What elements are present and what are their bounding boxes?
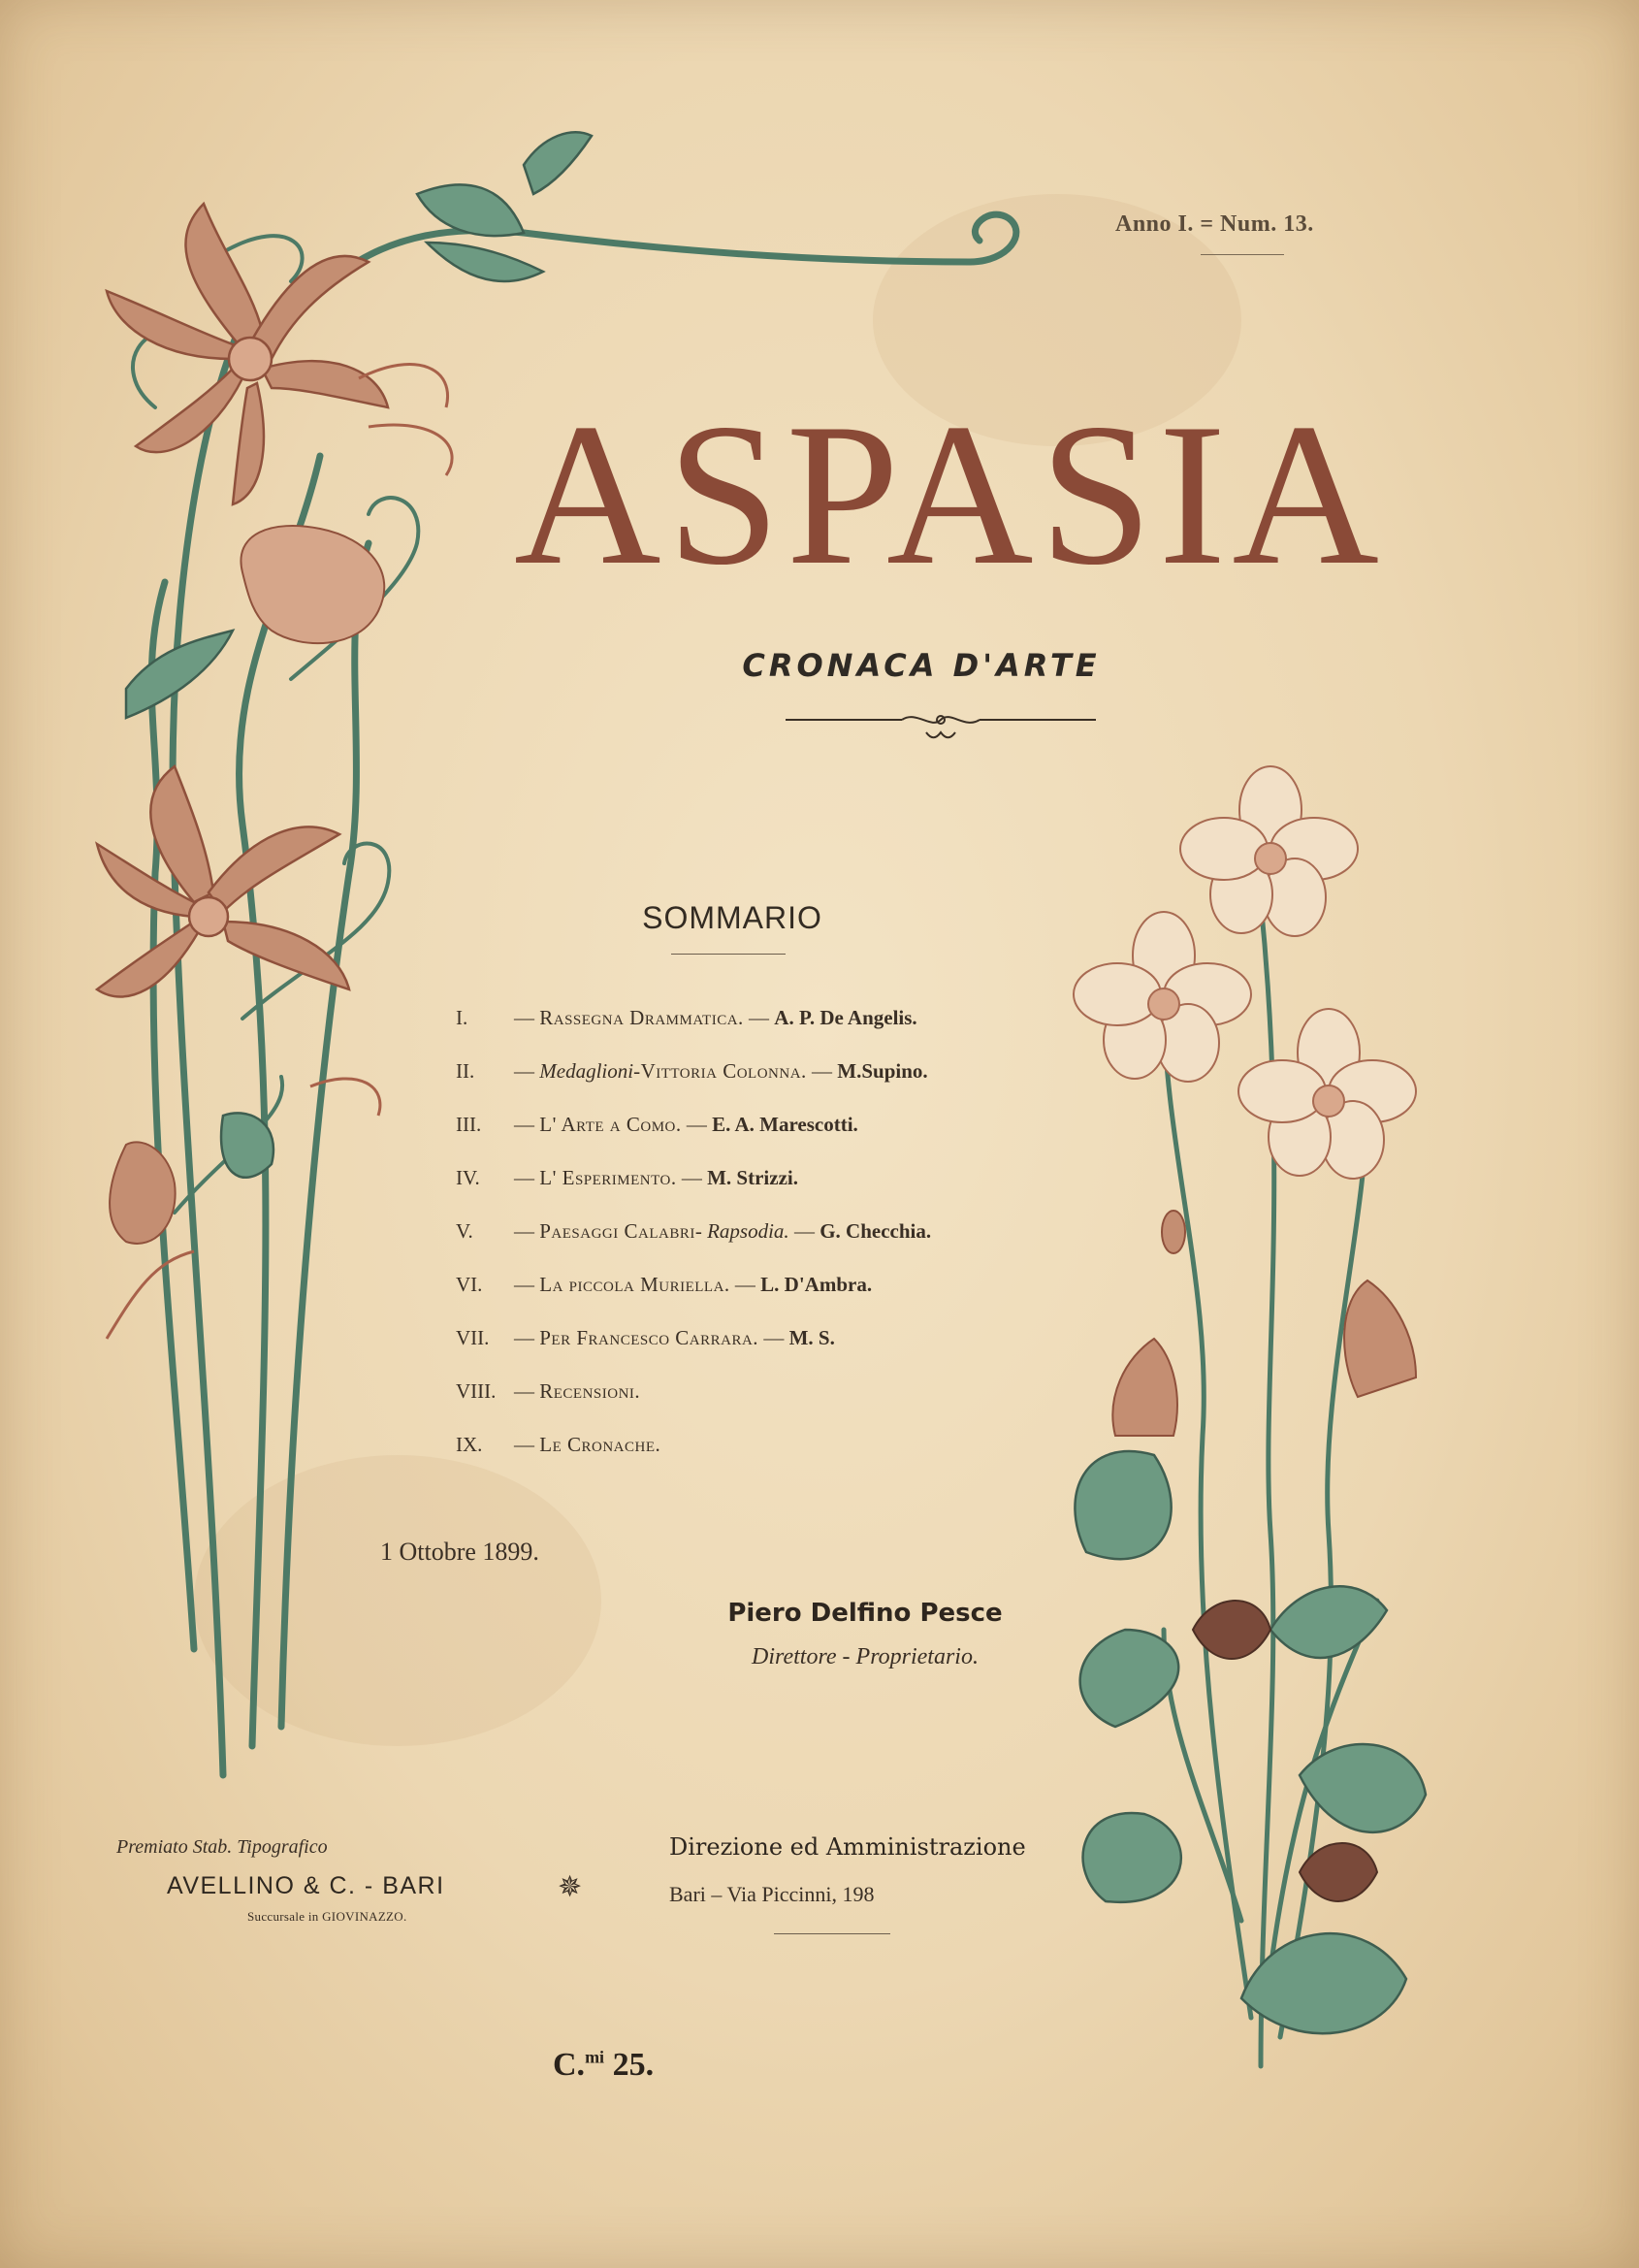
director-role: Direttore - Proprietario. xyxy=(752,1644,979,1669)
price-value: 25. xyxy=(604,2047,655,2083)
magazine-title: ASPASIA xyxy=(514,382,1385,607)
toc-number: VI. xyxy=(456,1273,483,1296)
printer-label: Premiato Stab. Tipografico xyxy=(116,1836,328,1858)
summary-rule xyxy=(671,954,786,955)
toc-dash: — xyxy=(686,1113,707,1136)
toc-author: M.Supino. xyxy=(837,1059,928,1083)
toc-dash: — xyxy=(681,1166,702,1189)
toc-dash: — xyxy=(734,1273,755,1296)
toc-number: I. xyxy=(456,1006,468,1029)
toc-author: M. Strizzi. xyxy=(707,1166,798,1189)
toc-author: M. S. xyxy=(788,1326,835,1349)
toc-title: Medaglioni xyxy=(539,1059,634,1083)
magazine-subtitle: CRONACA D'ARTE xyxy=(742,647,1101,684)
title-ornament-rule xyxy=(786,708,1096,747)
toc-title: L' Esperimento. xyxy=(539,1166,677,1189)
toc-author: L. D'Ambra. xyxy=(760,1273,873,1296)
toc-dash: — xyxy=(514,1326,534,1349)
administration-address: Bari – Via Piccinni, 198 xyxy=(669,1882,875,1906)
toc-row xyxy=(456,1433,1077,1486)
toc-title: Per Francesco Carrara. xyxy=(539,1326,759,1349)
price-prefix: C. xyxy=(553,2047,586,2083)
toc-number: II. xyxy=(456,1059,475,1083)
table-of-contents xyxy=(456,1006,1077,1486)
right-floral-ornament xyxy=(1047,757,1455,2115)
administration-label: Direzione ed Amministrazione xyxy=(669,1833,1026,1861)
printer-name: AVELLINO & C. - BARI xyxy=(167,1872,445,1899)
toc-row xyxy=(456,1219,1077,1273)
toc-row xyxy=(456,1326,1077,1379)
toc-number: IX. xyxy=(456,1433,483,1456)
price-sup: mi xyxy=(585,2047,605,2067)
toc-title: Recensioni. xyxy=(539,1379,641,1403)
toc-row xyxy=(456,1113,1077,1166)
toc-dash: — xyxy=(514,1166,534,1189)
toc-number: V. xyxy=(456,1219,473,1243)
toc-title: L' Arte a Como. xyxy=(539,1113,682,1136)
toc-number: VIII. xyxy=(456,1379,497,1403)
toc-author: A. P. De Angelis. xyxy=(774,1006,917,1029)
toc-dash: — xyxy=(514,1273,534,1296)
toc-number: III. xyxy=(456,1113,482,1136)
toc-dash: — xyxy=(514,1219,534,1243)
toc-subtitle: -Vittoria Colonna. xyxy=(633,1059,807,1083)
star-ornament-icon: ✵ xyxy=(558,1871,583,1903)
toc-title: Paesaggi Calabri xyxy=(539,1219,695,1243)
toc-row xyxy=(456,1059,1077,1113)
toc-dash: — xyxy=(514,1433,534,1456)
toc-row xyxy=(456,1006,1077,1059)
toc-subtitle: - Rapsodia. xyxy=(694,1219,789,1243)
issue-number: Anno I. = Num. 13. xyxy=(1115,211,1314,237)
toc-row xyxy=(456,1166,1077,1219)
toc-title: Le Cronache. xyxy=(539,1433,661,1456)
toc-number: VII. xyxy=(456,1326,490,1349)
toc-row xyxy=(456,1379,1077,1433)
toc-dash: — xyxy=(514,1379,534,1403)
director-name: Piero Delfino Pesce xyxy=(727,1599,1003,1628)
price xyxy=(553,2047,654,2084)
issue-date: 1 Ottobre 1899. xyxy=(380,1538,539,1566)
toc-dash: — xyxy=(749,1006,770,1029)
printer-branch: Succursale in GIOVINAZZO. xyxy=(247,1909,407,1924)
toc-author: E. A. Marescotti. xyxy=(712,1113,858,1136)
toc-number: IV. xyxy=(456,1166,480,1189)
toc-title: La piccola Muriella. xyxy=(539,1273,730,1296)
toc-dash: — xyxy=(514,1113,534,1136)
toc-title: Rassegna Drammatica. xyxy=(539,1006,744,1029)
toc-dash: — xyxy=(812,1059,833,1083)
toc-row xyxy=(456,1273,1077,1326)
toc-dash: — xyxy=(793,1219,815,1243)
administration-rule xyxy=(774,1933,890,1934)
toc-dash: — xyxy=(763,1326,785,1349)
toc-author: G. Checchia. xyxy=(820,1219,932,1243)
toc-dash: — xyxy=(514,1006,534,1029)
toc-dash: — xyxy=(514,1059,534,1083)
summary-heading: SOMMARIO xyxy=(642,900,822,935)
issue-rule xyxy=(1201,254,1284,255)
